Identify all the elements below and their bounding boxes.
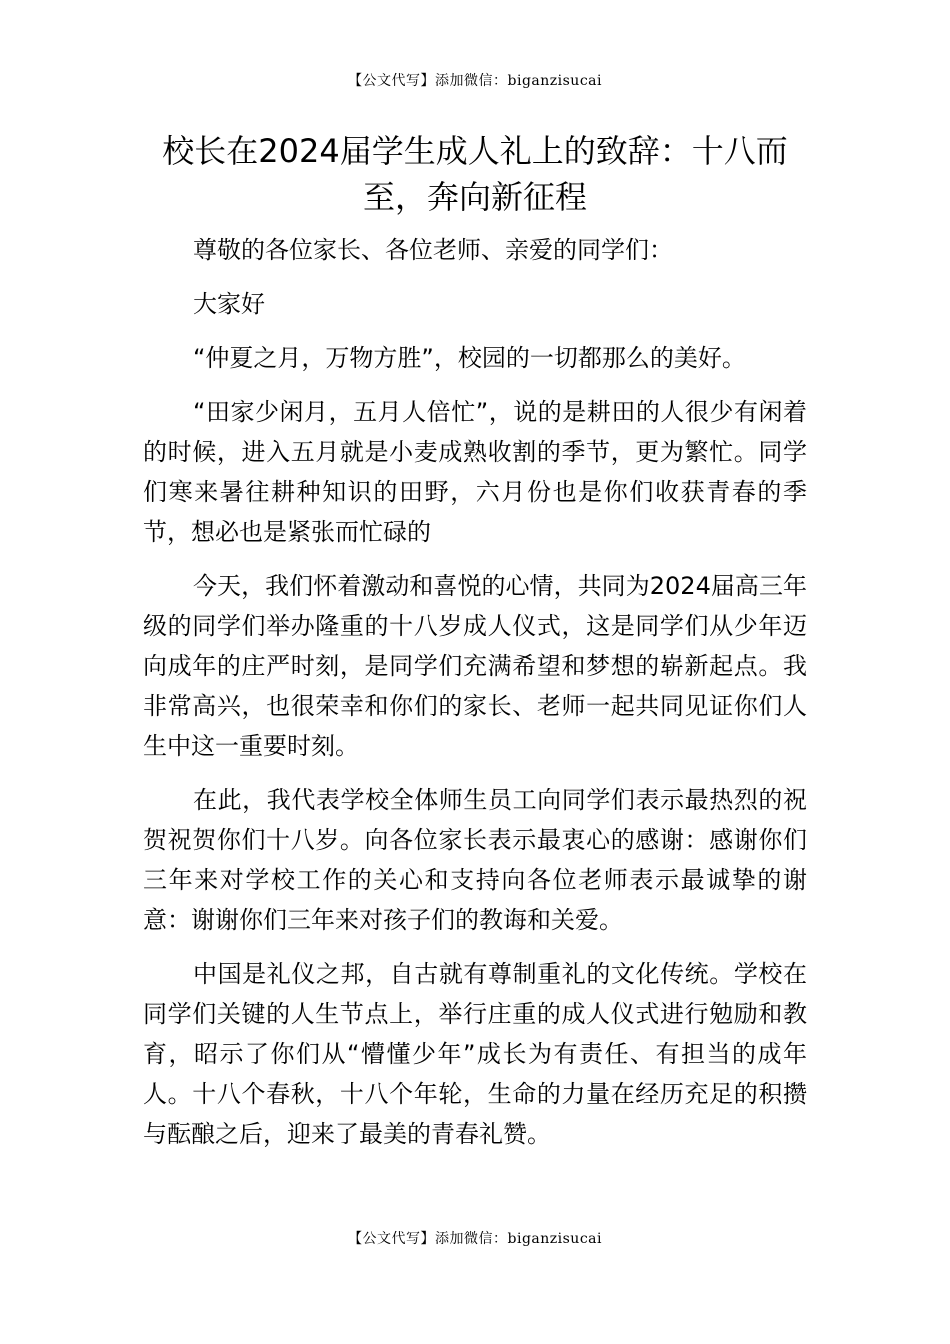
greeting-paragraph: 大家好: [193, 290, 265, 318]
footer-watermark-note: 【公文代写】添加微信：biganzisucai: [348, 1231, 602, 1247]
header-watermark-note: 【公文代写】添加微信：biganzisucai: [348, 73, 602, 89]
body-paragraph: 在此，我代表学校全体师生员工向同学们表示最热烈的祝贺祝贺你们十八岁。向各位家长表示最衷心的感谢：感谢你们三年来对学校工作的关心和支持向各位老师表示最诚挚的谢意：谢谢你们三年来对孩子们的教诲和关爱。: [143, 786, 807, 934]
body-paragraph: 今天，我们怀着激动和喜悦的心情，共同为2024届高三年级的同学们举办隆重的十八岁成人仪式，这是同学们从少年迈向成年的庄严时刻，是同学们充满希望和梦想的崭新起点。我非常高兴，也很荣幸和你们的家长、老师一起共同见证你们人生中这一重要时刻。: [143, 572, 807, 760]
body-paragraph: “田家少闲月，五月人倍忙”，说的是耕田的人很少有闲着的时候，进入五月就是小麦成熟收割的季节，更为繁忙。同学们寒来暑往耕种知识的田野，六月份也是你们收获青春的季节，想必也是紧张而忙碌的: [143, 398, 807, 546]
document-title: 校长在2024届学生成人礼上的致辞：十八而至，奔向新征程: [162, 132, 788, 216]
salutation-paragraph: 尊敬的各位家长、各位老师、亲爱的同学们：: [193, 236, 673, 264]
body-paragraph: “仲夏之月，万物方胜”，校园的一切都那么的美好。: [193, 344, 746, 372]
document-body: [143, 230, 807, 1168]
body-paragraph: 中国是礼仪之邦，自古就有尊制重礼的文化传统。学校在同学们关键的人生节点上，举行庄重的成人仪式进行勉励和教育，昭示了你们从“懵懂少年”成长为有责任、有担当的成年人。十八个春秋，十八个年轮，生命的力量在经历充足的积攒与酝酿之后，迎来了最美的青春礼赞。: [143, 960, 807, 1148]
